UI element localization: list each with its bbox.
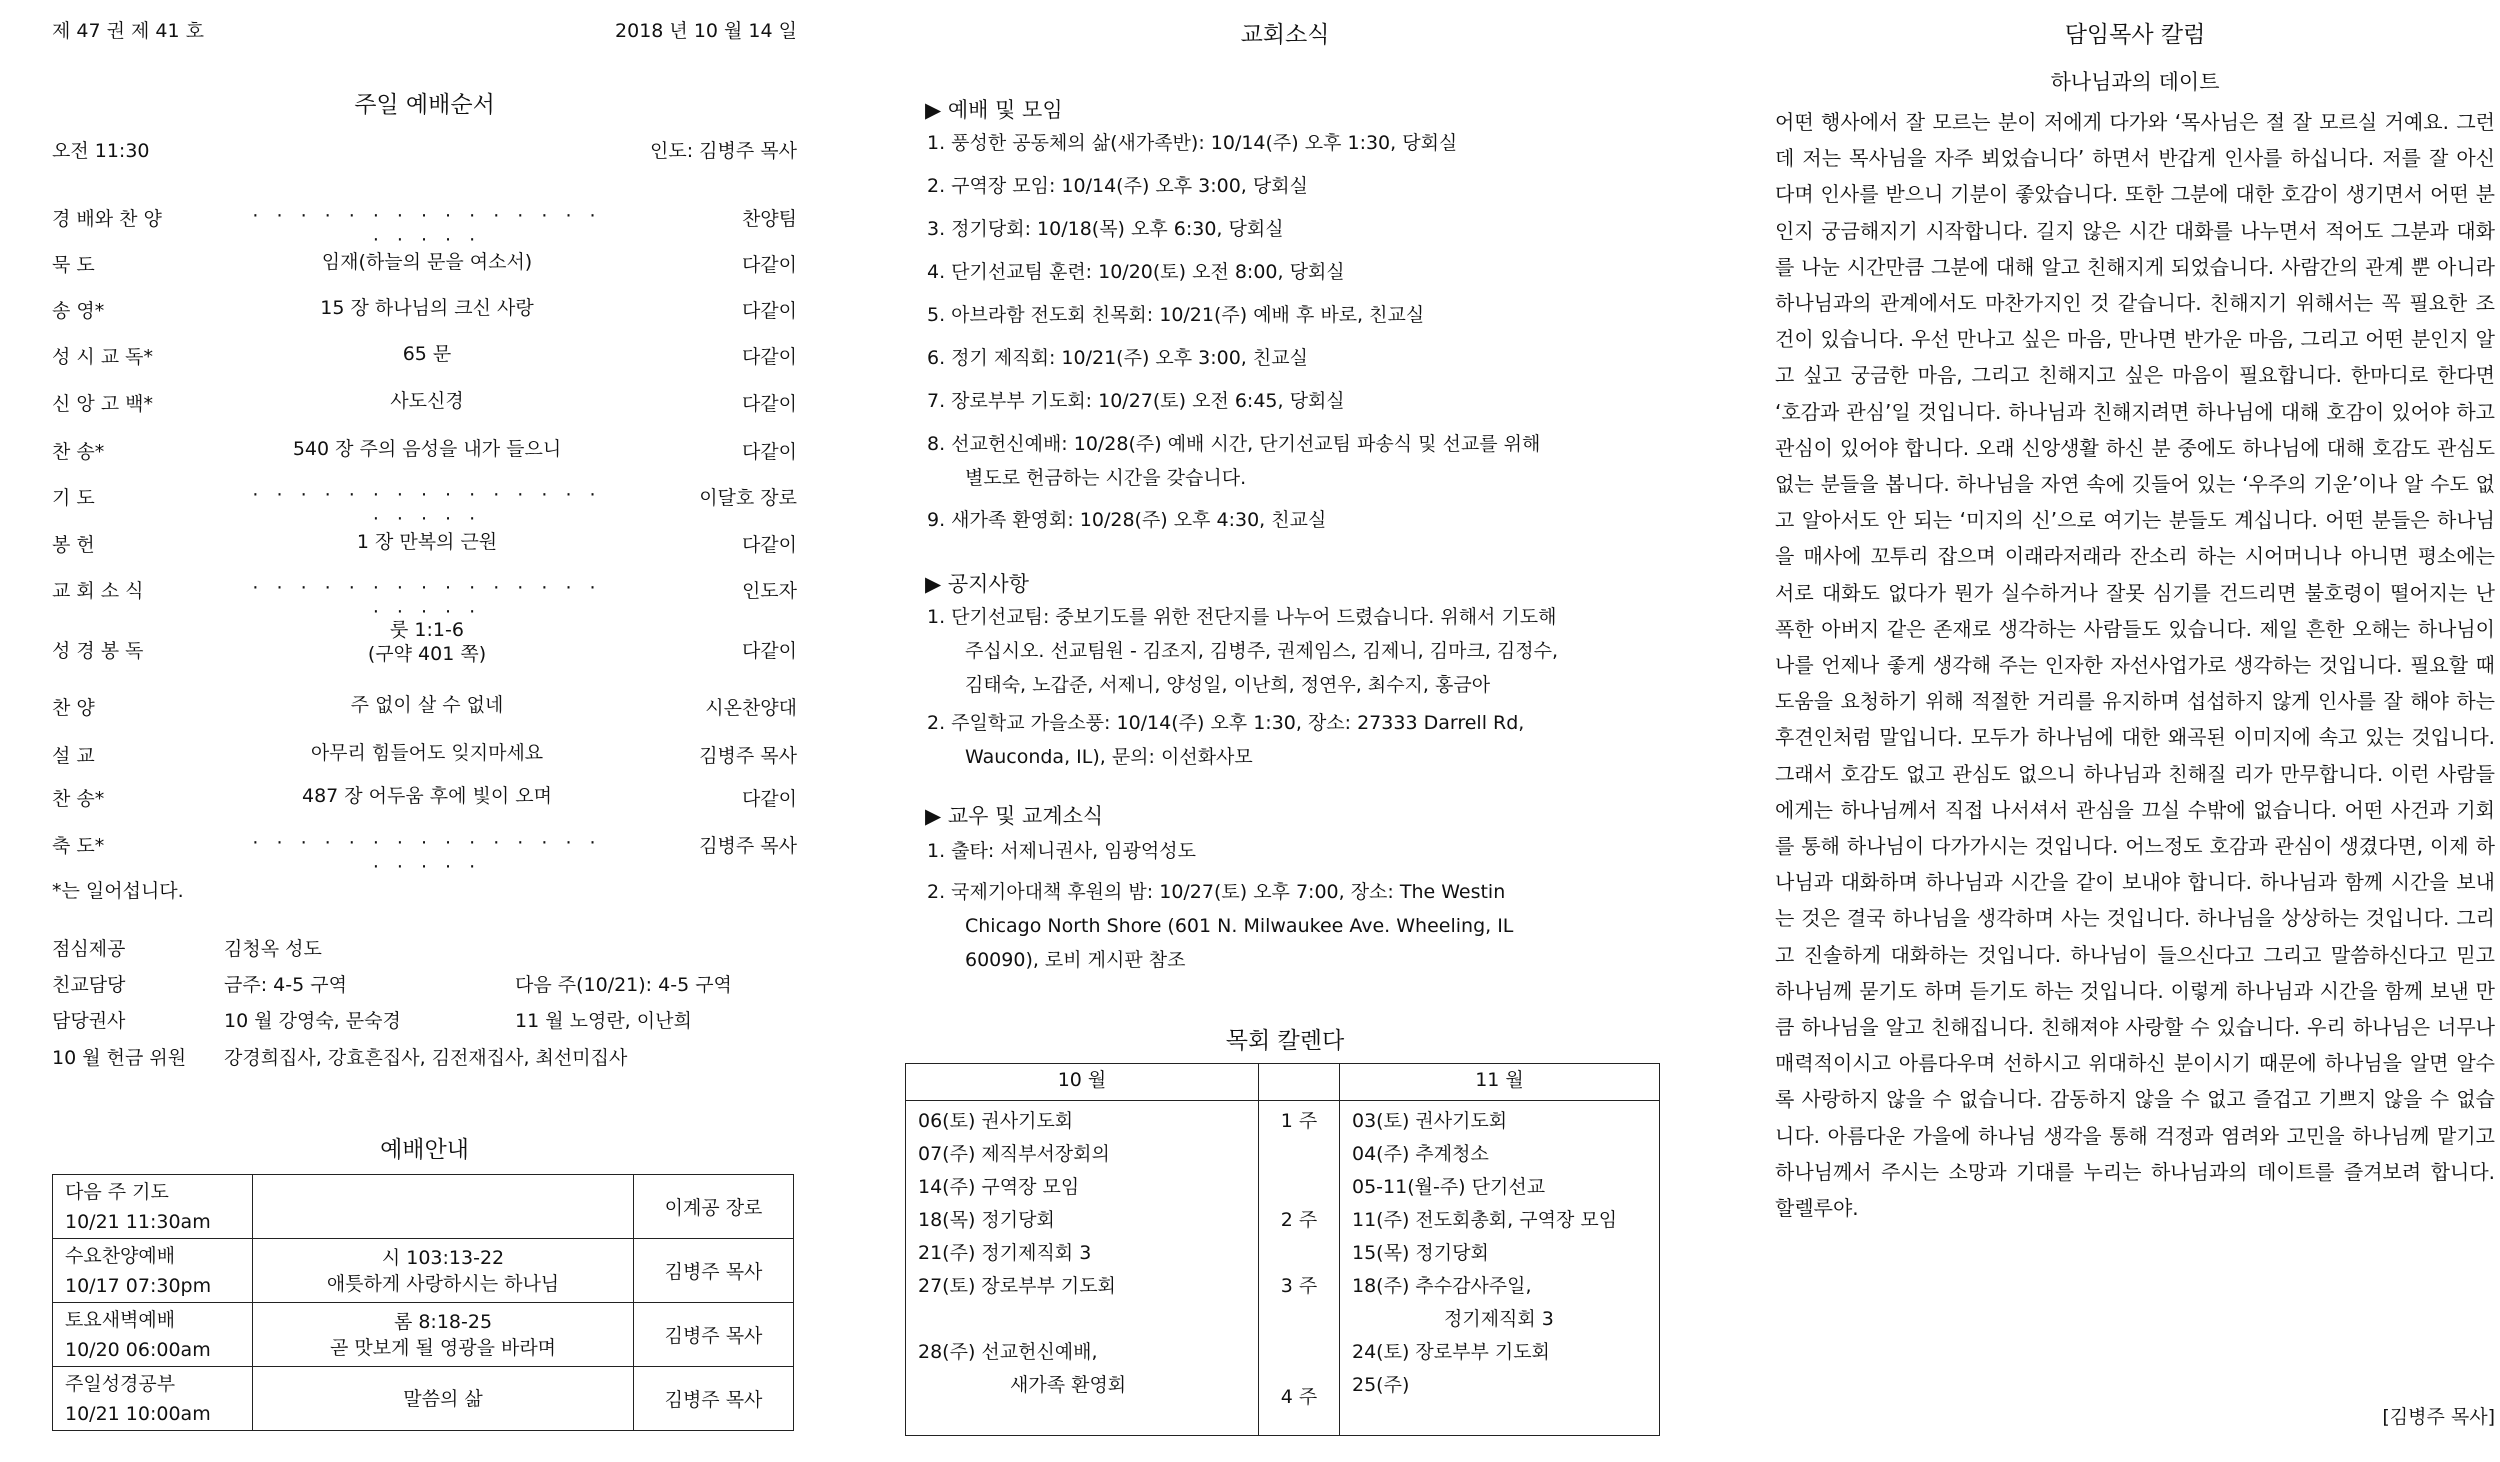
order-content: 487 장 어두움 후에 빛이 오며 [301,785,552,807]
news-item-line: 2. 국제기아대책 후원의 밤: 10/27(토) 오후 7:00, 장소: The Westin [927,881,1506,903]
bulletin-date: 2018 년 10 월 14 일 [615,20,797,42]
service-row [53,1367,794,1431]
news-item: 2. 구역장 모임: 10/14(주) 오후 3:00, 당회실 [927,175,1308,197]
order-row [52,334,797,374]
month-november: 11 월 [1340,1064,1660,1101]
news-item [927,427,1667,495]
news-item-line: 1. 단기선교팀: 중보기도를 위한 전단지를 나누어 드렸습니다. 위해서 기도해 [927,606,1557,628]
service-desc-cell [253,1367,634,1431]
service-desc: 말씀의 삶 [403,1387,483,1410]
order-who: 다같이 [741,254,797,276]
order-content: 임재(하늘의 문을 여소서) [321,251,533,273]
calendar-table [905,1063,1660,1436]
service-leader: 인도: 김병주 목사 [650,140,797,162]
duty-row [52,970,797,1004]
month-october: 10 월 [906,1064,1259,1101]
standing-note: *는 일어섭니다. [52,880,184,902]
calendar-event: 14(주) 구역장 모임 [918,1176,1080,1198]
news-item: 1. 출타: 서제니권사, 임광억성도 [927,840,1196,862]
order-who: 다같이 [741,534,797,556]
news-section-heading: ▶ 교우 및 교계소식 [925,804,1104,828]
order-content: · · · · · · · · · · · · · · · · · · · · [252,205,602,251]
service-name: 수요찬양예배 [65,1244,176,1267]
duty-value: 10 월 강영숙, 문숙경 [224,1010,401,1032]
order-label: 찬 송* [52,441,105,463]
order-content: 주 없이 살 수 없네 [350,694,504,716]
order-row [52,429,797,469]
order-content: 65 문 [402,343,452,365]
news-item: 1. 풍성한 공동체의 삶(새가족반): 10/14(주) 오후 1:30, 당회실 [927,132,1458,154]
news-section-heading: ▶ 공지사항 [925,572,1029,596]
column-title: 담임목사 칼럼 [2064,22,2206,48]
scripture-ref: 룻 1:1-6 [390,619,464,641]
calendar-event: 06(토) 권사기도회 [918,1110,1074,1132]
service-name: 다음 주 기도 [65,1180,169,1203]
services-table [52,1174,794,1431]
order-content: · · · · · · · · · · · · · · · · · · · · [252,832,602,878]
column-subtitle: 하나님과의 데이트 [2050,70,2220,94]
order-who: 찬양팀 [741,208,797,230]
service-time: 10/17 07:30pm [65,1274,212,1297]
order-row [52,685,797,725]
order-who: 시온찬양대 [705,697,797,719]
news-item-line: 김태숙, 노갑준, 서제니, 양성일, 이난희, 정연우, 최수지, 홍금아 [965,674,1491,696]
calendar-event: 21(주) 정기제직회 3 [918,1242,1092,1264]
news-item [927,706,1667,774]
order-row [52,618,797,674]
order-who: 김병주 목사 [699,835,797,857]
order-title: 주일 예배순서 [354,92,495,118]
duty-value: 금주: 4-5 구역 [224,974,347,996]
order-row [52,381,797,421]
duty-value-2: 다음 주(10/21): 4-5 구역 [515,974,732,996]
order-label: 찬 송* [52,788,105,810]
service-name-cell [53,1367,253,1431]
calendar-title: 목회 칼렌다 [1225,1028,1345,1054]
calendar-event: 새가족 환영회 [1010,1374,1127,1396]
duty-value-2: 11 월 노영란, 이난희 [515,1010,692,1032]
news-item-line: Wauconda, IL), 문의: 이선화사모 [965,746,1253,768]
service-row [53,1175,794,1239]
order-label: 성 경 봉 독 [52,640,144,662]
service-time: 10/21 11:30am [65,1210,211,1233]
news-item [927,600,1667,702]
order-who: 이달호 장로 [699,487,797,509]
service-time: 10/21 10:00am [65,1402,211,1425]
duty-key: 담당권사 [52,1010,126,1032]
calendar-event: 정기제직회 3 [1444,1308,1554,1330]
week-label: 2 주 [1280,1209,1318,1231]
service-name: 주일성경공부 [65,1372,176,1395]
news-item: 9. 새가족 환영회: 10/28(주) 오후 4:30, 친교실 [927,509,1327,531]
news-item: 3. 정기당회: 10/18(목) 오후 6:30, 당회실 [927,218,1284,240]
service-desc-cell [253,1175,634,1239]
order-row [52,776,797,816]
order-content: 사도신경 [390,390,464,412]
order-who: 다같이 [741,346,797,368]
calendar-october-cell [906,1101,1259,1436]
service-desc: 롬 8:18-25 [393,1310,493,1333]
order-label: 찬 양 [52,697,95,719]
service-row [53,1303,794,1367]
calendar-event: 25(주) [1352,1374,1410,1396]
service-name-cell [53,1239,253,1303]
duty-key: 10 월 헌금 위원 [52,1047,187,1069]
service-who: 이계공 장로 [634,1175,794,1239]
order-who: 다같이 [741,640,797,662]
order-label: 묵 도 [52,254,95,276]
week-header [1259,1064,1340,1101]
calendar-event: 18(목) 정기당회 [918,1209,1055,1231]
news-item-line: 60090), 로비 게시판 참조 [965,949,1186,971]
calendar-event: 04(주) 추계청소 [1352,1143,1489,1165]
duty-row [52,1043,797,1077]
order-who: 김병주 목사 [699,745,797,767]
service-desc-cell [253,1303,634,1367]
order-label: 경 배와 찬 양 [52,208,162,230]
news-item-line: 주십시오. 선교팀원 - 김조지, 김병주, 권제임스, 김제니, 김마크, 김정수, [965,640,1559,662]
calendar-event: 27(토) 장로부부 기도회 [918,1275,1116,1297]
order-row [52,522,797,562]
calendar-weeks-cell [1259,1101,1340,1436]
news-item-line: Chicago North Shore (601 N. Milwaukee Ave. Wheeling, IL [965,915,1514,937]
order-label: 신 앙 고 백* [52,393,154,415]
duty-row [52,934,797,968]
order-content: 1 장 만복의 근원 [356,531,498,553]
order-label: 성 시 교 독* [52,346,154,368]
service-who: 김병주 목사 [634,1239,794,1303]
duty-value: 강경희집사, 강효흔집사, 김전재집사, 최선미집사 [224,1047,628,1069]
calendar-row [906,1101,1660,1436]
order-label: 송 영* [52,300,105,322]
service-desc-2: 애틋하게 사랑하시는 하나님 [326,1272,560,1295]
order-content: 아무리 힘들어도 잊지마세요 [310,742,544,764]
week-label: 3 주 [1280,1275,1318,1297]
column-body: 어떤 행사에서 잘 모르는 분이 저에게 다가와 ‘목사님은 절 잘 모르실 거예요. 그런데 저는 목사님을 자주 뵈었습니다’ 하면서 반갑게 인사를 하십니다. 저를 잘 아신다며 인사를 받으니 기분이 좋았습니다. 또한 그분에 대한 호감이 생기면서 어떤 분인지 궁금해지기 시작합니다. 길지 않은 시간 대화를 나누면서 적어도 그분과 대화를 나눈 시간만큼 그분에 대해 알고 친해지게 되었습니다. 사람간의 관계 뿐 아니라 하나님과의 관계에서도 마찬가지인 것 같습니다. 친해지기 위해서는 꼭 필요한 조건이 있습니다. 우선 만나고 싶은 마음, 만나면 반가운 마음, 그리고 어떤 분인지 알고 싶고 궁금한 마음, 그리고 친해지고 싶은 마음이 필요합니다. 한마디로 한다면 ‘호감과 관심’일 것입니다. 하나님과 친해지려면 하나님에 대해 호감이 있어야 하고 관심이 있어야 합니다. 오래 신앙생활 하신 분 중에도 하나님에 대해 호감도 관심도 없는 분들을 봅니다. 하나님을 자연 속에 깃들어 있는 ‘우주의 기운’이나 알 수도 없고 알아서도 안 되는 ‘미지의 신’으로 여기는 분들도 계십니다. 어떤 분들은 하나님을 매사에 꼬투리 잡으며 이래라저래라 잔소리 하는 시어머니나 아니면 평소에는 서로 대화도 없다가 뭔가 실수하거나 잘못 심기를 건드리면 불호령이 떨어지는 난폭한 아버지 같은 존재로 생각하는 사람들도 있습니다. 제일 흔한 오해는 하나님이 나를 언제나 좋게 생각해 주는 인자한 자선사업가로 생각하는 것입니다. 필요할 때 도움을 요청하기 위해 적절한 거리를 유지하며 섭섭하지 않게 인사를 잘 해야 하는 후견인처럼 말입니다. 모두가 하나님에 대한 왜곡된 이미지에 속고 있는 것입니다. 그래서 호감도 없고 관심도 없으니 하나님과 친해질 리가 만무합니다. 이런 사람들에게는 하나님께서 직접 나서셔서 관심을 끄실 수밖에 없습니다. 어떤 사건과 기회를 통해 하나님이 다가가시는 것입니다. 어느정도 호감과 관심이 생겼다면, 이제 하나님과 대화하며 하나님과 시간을 같이 보내야 합니다. 하나님과 함께 시간을 보내는 것은 결국 하나님을 생각하며 사는 것입니다. 하나님을 상상하는 것입니다. 그리고 진솔하게 대화하는 것입니다. 하나님이 들으신다고 그리고 말씀하신다고 믿고 하나님께 묻기도 하며 듣기도 하는 것입니다. 이렇게 하나님과 시간을 함께 보낸 만큼 하나님을 알고 친해집니다. 친해져야 사랑할 수 있습니다. 우리 하나님은 너무나 매력적이시고 아름다우며 선하시고 위대하신 분이시기 때문에 하나님을 알면 알수록 사랑하지 않을 수 없습니다. 감동하지 않을 수 없고 즐겁고 기쁘지 않을 수 없습니다. 아름다운 가을에 하나님 생각을 통해 걱정과 염려와 고민을 하나님께 맡기고 하나님께서 주시는 소망과 기대를 누리는 하나님과의 데이트를 즐겨보려 합니다. 할렐루야. [1775,110,2495,1221]
service-time: 오전 11:30 [52,140,150,162]
order-content: 540 장 주의 음성을 내가 들으니 [292,438,562,460]
order-who: 다같이 [741,300,797,322]
duty-row [52,1006,797,1040]
calendar-event: 28(주) 선교헌신예배, [918,1341,1098,1363]
scripture-page: (구약 401 쪽) [367,643,487,665]
calendar-event: 11(주) 전도회총회, 구역장 모임 [1352,1209,1618,1231]
services-title: 예배안내 [380,1137,469,1163]
news-item-line: 8. 선교헌신예배: 10/28(주) 예배 시간, 단기선교팀 파송식 및 선교를 위해 [927,433,1541,455]
service-name-cell [53,1175,253,1239]
order-label: 축 도* [52,835,105,857]
order-content: · · · · · · · · · · · · · · · · · · · · [252,577,602,623]
news-item: 6. 정기 제직회: 10/21(주) 오후 3:00, 친교실 [927,347,1308,369]
order-who: 다같이 [741,393,797,415]
calendar-header-row [906,1064,1660,1101]
news-item: 5. 아브라함 전도회 친목회: 10/21(주) 예배 후 바로, 친교실 [927,304,1425,326]
order-who: 다같이 [741,788,797,810]
week-label: 1 주 [1280,1110,1318,1132]
order-label: 봉 헌 [52,534,95,556]
order-label: 기 도 [52,487,95,509]
calendar-event: 07(주) 제직부서장회의 [918,1143,1110,1165]
news-item-line: 2. 주일학교 가을소풍: 10/14(주) 오후 1:30, 장소: 27333 Darrell Rd, [927,712,1525,734]
order-row [52,475,797,530]
calendar-event: 24(토) 장로부부 기도회 [1352,1341,1550,1363]
calendar-november-cell [1340,1101,1660,1436]
calendar-event: 05-11(월-주) 단기선교 [1352,1176,1546,1198]
order-row [52,733,797,773]
order-who: 다같이 [741,441,797,463]
service-who: 김병주 목사 [634,1303,794,1367]
service-row [53,1239,794,1303]
bulletin-header [52,16,797,42]
news-item: 7. 장로부부 기도회: 10/27(토) 오전 6:45, 당회실 [927,390,1345,412]
order-row [52,242,797,282]
duty-key: 친교담당 [52,974,126,996]
calendar-event: 03(토) 권사기도회 [1352,1110,1508,1132]
service-time: 10/20 06:00am [65,1338,211,1361]
order-row [52,568,797,623]
order-row [52,288,797,328]
issue-number: 제 47 권 제 41 호 [52,20,204,42]
news-title: 교회소식 [1240,22,1330,48]
news-section-heading: ▶ 예배 및 모임 [925,98,1063,122]
service-desc-2: 곧 맛보게 될 영광을 바라며 [329,1336,557,1359]
order-content: · · · · · · · · · · · · · · · · · · · · [252,484,602,530]
news-item [927,875,1667,977]
order-row [52,823,797,878]
service-name-cell [53,1303,253,1367]
service-desc: 시 103:13-22 [381,1246,505,1269]
service-desc-cell [253,1239,634,1303]
calendar-event: 18(주) 추수감사주일, [1352,1275,1532,1297]
news-item: 4. 단기선교팀 훈련: 10/20(토) 오전 8:00, 당회실 [927,261,1345,283]
duty-key: 점심제공 [52,938,126,960]
order-label: 교 회 소 식 [52,580,144,602]
calendar-event: 15(목) 정기당회 [1352,1242,1489,1264]
order-content: 15 장 하나님의 크신 사랑 [320,297,534,319]
service-who: 김병주 목사 [634,1367,794,1431]
duty-value: 김청옥 성도 [224,938,322,960]
order-content [252,618,602,666]
service-name: 토요새벽예배 [65,1308,176,1331]
order-row [52,196,797,251]
column-signature: [김병주 목사] [2382,1406,2495,1428]
week-label: 4 주 [1280,1386,1318,1408]
order-who: 인도자 [741,580,797,602]
news-item-line: 별도로 헌금하는 시간을 갖습니다. [965,467,1247,489]
order-label: 설 교 [52,745,95,767]
